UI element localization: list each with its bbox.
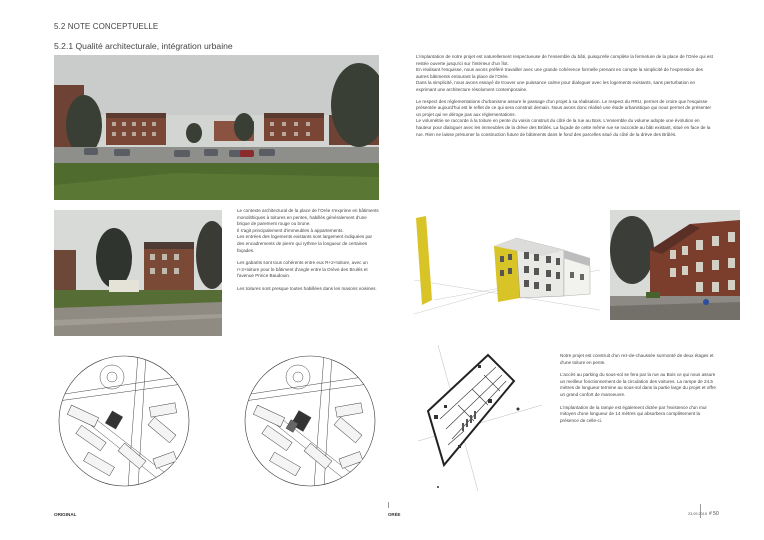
paragraph: En réalisant l'esquisse, nous avons préféré travailler avec une grande cohérence formelle prenant en compte la simplicité de l'expression des autres bâtiments entourant la place de l'Orée. [416,67,703,79]
footer-date: 23.09.2015 [688,512,708,516]
paragraph: Le contexte architectural de la place de l'Orée s'exprime en bâtiments monolithiques à toitures en pentes, habillés généralement d'une brique de parement rouge ou brune. [237,208,379,227]
paragraph: Il s'agit principalement d'immeubles à appartements. [237,227,344,233]
footer-project-label: ORÉE [388,512,401,517]
paragraph: Le volumétrie se raccorde à la toiture en pente du voisin construit du côté de la rue au Bois. L'ensemble du volume adopte une évolution en hauteur pour dialoguer avec les immeubles de la drève des Brûlés. La façade de cette même rue se raccorde au bâti existant, situé en face de la rue. Rien ne laisse présumer la construction future de bâtiments dans le fond des parcelles situé du côté de la drève des Brûlés. [416,118,711,137]
footer-original-label: ORIGINAL [54,512,77,517]
paragraph: Notre projet est construit d'un rez-de-chaussée surmonté de deux étages et d'une toiture en pente. [560,353,714,365]
footer-page-number: # 50 [709,511,719,517]
text-block-contexte [237,208,379,297]
paragraph: Dans la simplicité, nous avons essayé de trouver une puissance calme pour dialoguer avec les logements existants, sans perturbation en exprimant une architecture résolument contemporaine. [416,80,696,92]
site-plan-circle-right [244,355,376,487]
photo-place-panorama [54,55,379,200]
footer-divider [388,502,389,508]
site-plan-circle-left [58,355,190,487]
paragraph: Les toitures sont presque toutes habillées dans les masons voisines. [237,285,377,291]
paragraph: Le respect des réglementations d'urbanisme assure le passage d'un projet à sa réalisation. Le respect du RRU, permet de croire que l'esquisse présentée aujourd'hui est le reflet de ce qui sera construit demain. Nous avons donc réalisé une étude urbanistique qui nous permet de présenter un projet qui ne déroge pas aux réglementations. [416,98,712,117]
render-3d-volume [414,210,600,320]
floor-plan-ground [418,345,542,491]
subsection-title: 5.2.1 Qualité architecturale, intégration urbaine [54,41,233,51]
photo-brick-buildings [610,210,740,320]
text-block-projet [560,353,720,428]
paragraph: Les gabarits sont tous cohérents entre eux R+2+toiture, avec un r+3+toiture pour le bâtiment d'angle entre la Drève des Brulés et l'avenue Prince Baudouin. [237,260,368,279]
photo-street-view [54,210,222,336]
paragraph: L'implantation de notre projet est naturellement respectueuse de l'ensemble du bâti, puisqu'elle complète la fermeture de la place de l'Orée qui est restée ouverte jusqu'ici sur l'intérieur d'un îlot. [416,54,713,66]
text-block-implantation [416,54,716,142]
paragraph: Les entrées des logements existants sont largement indiquées par des encadrements de pierre qui rythme la longueur de certaines façades. [237,234,373,253]
section-title: 5.2 NOTE CONCEPTUELLE [54,22,159,31]
paragraph: L'implantation de la rampe est également dictée par l'existence d'un mur mitoyen d'une longueur de 14 mètres qui absorbera complètement la présence de celle-ci. [560,404,707,423]
paragraph: L'accès au parking du sous-sol se fera par la rue au Bois ce qui nous assure un meilleur fonctionnement de la circulation des voitures. La rampe de 24.5 mètres de longueur termine au sous-sol dans la partie large du projet et offre un grand confort de manoeuvre. [560,372,716,397]
